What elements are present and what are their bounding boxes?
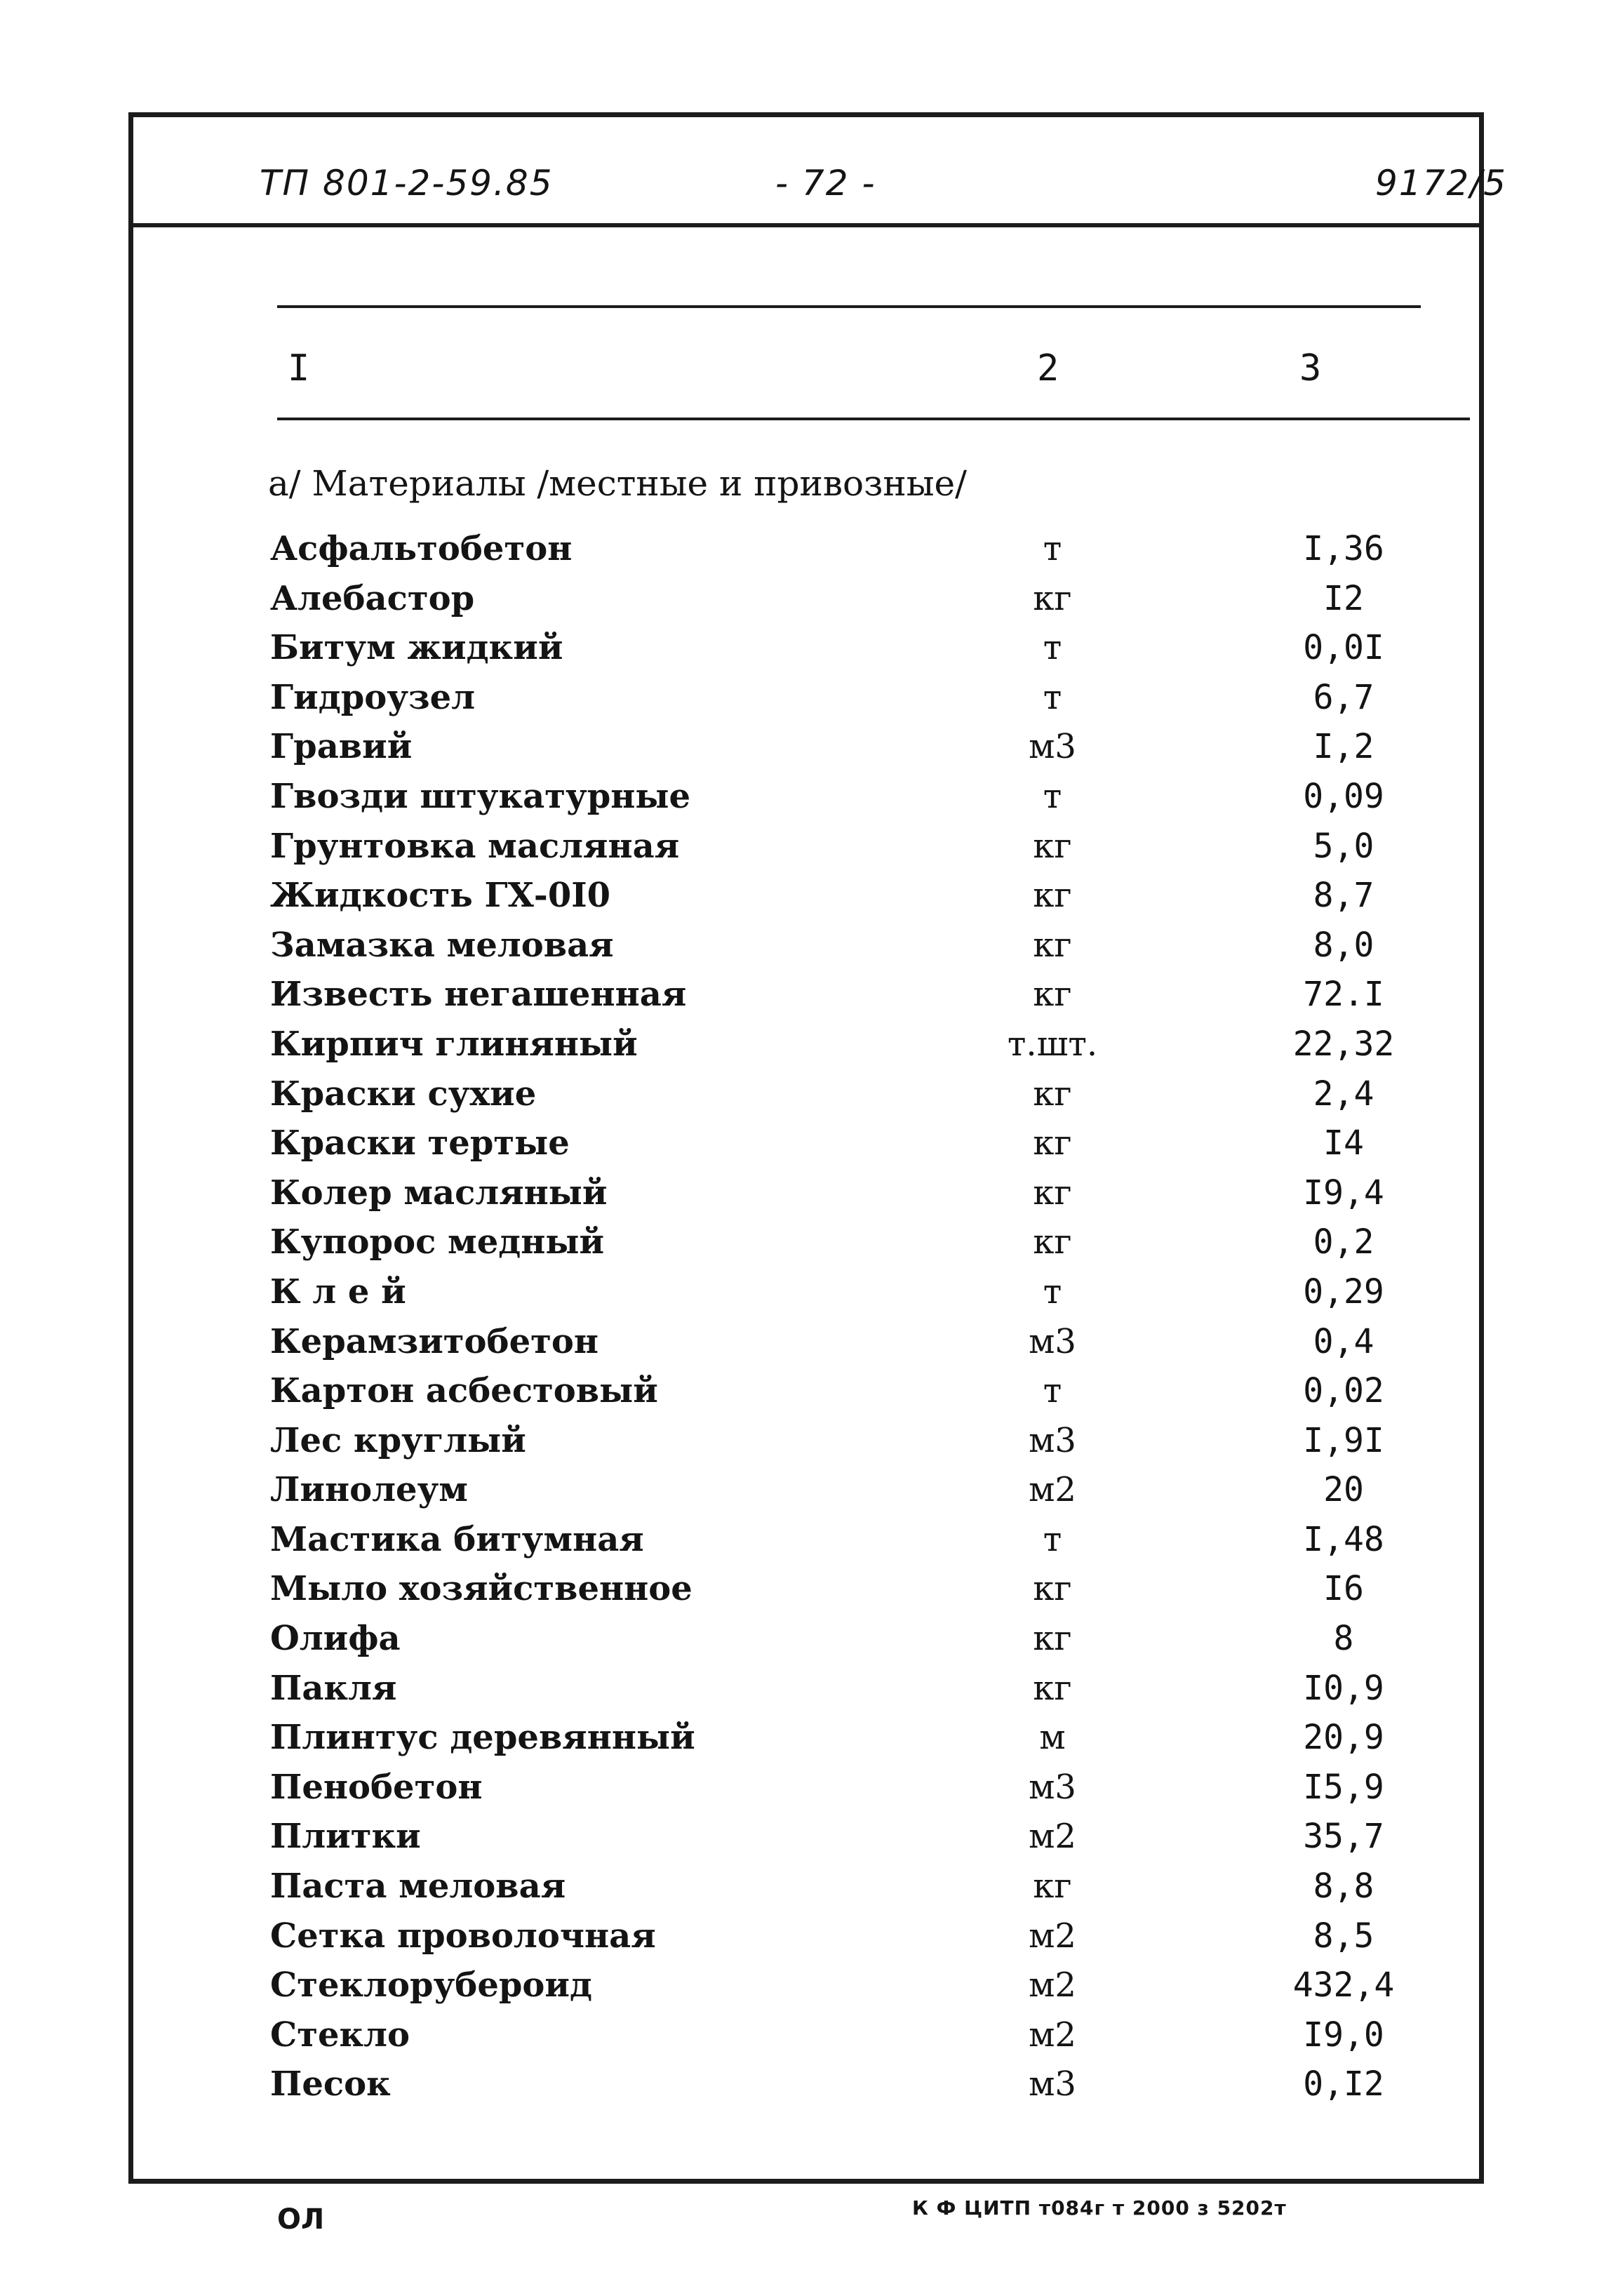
material-name: Стекло (270, 2015, 410, 2055)
unit-of-measure: т.шт. (1007, 1024, 1098, 1064)
table-row (0, 2063, 1599, 2113)
material-name: Гвозди штукатурные (270, 776, 691, 816)
header-divider (128, 223, 1484, 227)
column-number-2: 2 (1037, 347, 1059, 389)
footer-left-mark: ОЛ (277, 2203, 325, 2236)
unit-of-measure: кг (1033, 1668, 1072, 1708)
material-name: Жидкость ГХ-0I0 (270, 876, 611, 916)
quantity: 8,0 (1313, 925, 1374, 965)
unit-of-measure: кг (1033, 1569, 1072, 1609)
materials-table (0, 528, 1599, 2113)
quantity: I,48 (1303, 1519, 1384, 1559)
unit-of-measure: т (1043, 776, 1062, 816)
table-row (0, 1122, 1599, 1172)
table-row (0, 1568, 1599, 1617)
table-row (0, 726, 1599, 775)
quantity: I5,9 (1303, 1767, 1384, 1807)
unit-of-measure: т (1043, 529, 1062, 568)
unit-of-measure: м3 (1029, 1321, 1076, 1361)
material-name: Плинтус деревянный (270, 1718, 695, 1758)
material-name: Краски тертые (270, 1123, 570, 1163)
quantity: 6,7 (1313, 677, 1374, 717)
column-number-1: I (288, 347, 310, 389)
table-row (0, 1815, 1599, 1865)
table-row (0, 1766, 1599, 1816)
unit-of-measure: т (1043, 1519, 1062, 1559)
quantity: 8 (1333, 1619, 1354, 1659)
unit-of-measure: м2 (1029, 1916, 1076, 1956)
quantity: 22,32 (1292, 1024, 1395, 1064)
quantity: 2,4 (1313, 1074, 1374, 1114)
quantity: 432,4 (1292, 1965, 1395, 2005)
unit-of-measure: м2 (1029, 1470, 1076, 1510)
unit-of-measure: м (1039, 1718, 1066, 1758)
material-name: Керамзитобетон (270, 1321, 598, 1361)
material-name: Купорос медный (270, 1222, 605, 1262)
quantity: 5,0 (1313, 826, 1374, 866)
quantity: 0,2 (1313, 1222, 1374, 1262)
quantity: I9,4 (1303, 1173, 1384, 1213)
quantity: 0,29 (1303, 1272, 1384, 1311)
unit-of-measure: м3 (1029, 1420, 1076, 1460)
material-name: Картон асбестовый (270, 1371, 658, 1411)
quantity: I0,9 (1303, 1668, 1384, 1708)
table-row (0, 1617, 1599, 1667)
table-row (0, 973, 1599, 1023)
quantity: I,2 (1313, 727, 1374, 767)
unit-of-measure: м2 (1029, 2015, 1076, 2055)
material-name: Гравий (270, 727, 413, 767)
material-name: Линолеум (270, 1470, 468, 1510)
material-name: Грунтовка масляная (270, 826, 680, 866)
material-name: Песок (270, 2064, 391, 2104)
material-name: Известь негашенная (270, 975, 687, 1015)
quantity: 0,09 (1303, 776, 1384, 816)
material-name: Пенобетон (270, 1767, 483, 1807)
quantity: I9,0 (1303, 2015, 1384, 2055)
table-row (0, 1321, 1599, 1370)
material-name: Лес круглый (270, 1420, 526, 1460)
document-number: ТП 801-2-59.85 (260, 163, 554, 203)
unit-of-measure: кг (1033, 876, 1072, 916)
material-name: Асфальтобетон (270, 529, 573, 568)
table-row (0, 1271, 1599, 1321)
material-name: Замазка меловая (270, 925, 614, 965)
quantity: 0,4 (1313, 1321, 1374, 1361)
table-row (0, 1370, 1599, 1420)
section-title: а/ Материалы /местные и привозные/ (268, 463, 967, 504)
table-row (0, 1073, 1599, 1123)
unit-of-measure: т (1043, 677, 1062, 717)
table-row (0, 1667, 1599, 1717)
unit-of-measure: т (1043, 1272, 1062, 1311)
table-row (0, 1221, 1599, 1271)
quantity: 8,8 (1313, 1867, 1374, 1907)
material-name: Гидроузел (270, 677, 476, 717)
table-row (0, 1865, 1599, 1915)
table-row (0, 1915, 1599, 1965)
table-row (0, 775, 1599, 825)
table-row (0, 825, 1599, 875)
quantity: 8,5 (1313, 1916, 1374, 1956)
material-name: Мастика битумная (270, 1519, 644, 1559)
unit-of-measure: м3 (1029, 727, 1076, 767)
unit-of-measure: кг (1033, 1222, 1072, 1262)
unit-of-measure: кг (1033, 1867, 1072, 1907)
table-top-rule (277, 305, 1421, 308)
quantity: 0,0I (1303, 628, 1384, 668)
material-name: Колер масляный (270, 1173, 608, 1213)
material-name: Алебастор (270, 578, 475, 618)
unit-of-measure: кг (1033, 578, 1072, 618)
unit-of-measure: т (1043, 1371, 1062, 1411)
quantity: 8,7 (1313, 876, 1374, 916)
material-name: Битум жидкий (270, 628, 563, 668)
table-row (0, 676, 1599, 726)
unit-of-measure: кг (1033, 1173, 1072, 1213)
quantity: I6 (1323, 1569, 1364, 1609)
table-row (0, 1469, 1599, 1519)
quantity: I,36 (1303, 529, 1384, 568)
table-row (0, 1519, 1599, 1568)
material-name: Пакля (270, 1668, 397, 1708)
quantity: I2 (1323, 578, 1364, 618)
unit-of-measure: м3 (1029, 1767, 1076, 1807)
material-name: Мыло хозяйственное (270, 1569, 693, 1609)
material-name: Сетка проволочная (270, 1916, 656, 1956)
material-name: К л е й (270, 1272, 406, 1311)
unit-of-measure: кг (1033, 826, 1072, 866)
document-code: 9172/5 (1375, 163, 1507, 203)
unit-of-measure: кг (1033, 1619, 1072, 1659)
material-name: Плитки (270, 1817, 421, 1857)
table-row (0, 1716, 1599, 1766)
material-name: Паста меловая (270, 1867, 566, 1907)
footer-print-info: К Ф ЦИТП т084г т 2000 з 5202т (912, 2196, 1287, 2220)
quantity: 20,9 (1303, 1718, 1384, 1758)
column-number-3: 3 (1299, 347, 1322, 389)
quantity: 35,7 (1303, 1817, 1384, 1857)
quantity: 20 (1323, 1470, 1364, 1510)
material-name: Краски сухие (270, 1074, 537, 1114)
quantity: 0,I2 (1303, 2064, 1384, 2104)
table-row (0, 2014, 1599, 2064)
quantity: I,9I (1303, 1420, 1384, 1460)
quantity: 72.I (1303, 975, 1384, 1015)
table-header-rule (277, 418, 1470, 420)
table-row (0, 874, 1599, 924)
unit-of-measure: м3 (1029, 2064, 1076, 2104)
unit-of-measure: кг (1033, 1074, 1072, 1114)
material-name: Кирпич глиняный (270, 1024, 638, 1064)
unit-of-measure: кг (1033, 975, 1072, 1015)
unit-of-measure: м2 (1029, 1965, 1076, 2005)
unit-of-measure: т (1043, 628, 1062, 668)
table-row (0, 1023, 1599, 1073)
table-row (0, 1172, 1599, 1222)
quantity: I4 (1323, 1123, 1364, 1163)
table-row (0, 1964, 1599, 2014)
page-number: - 72 - (775, 163, 876, 203)
table-row (0, 924, 1599, 974)
table-row (0, 578, 1599, 627)
unit-of-measure: кг (1033, 1123, 1072, 1163)
quantity: 0,02 (1303, 1371, 1384, 1411)
material-name: Стеклорубероид (270, 1965, 593, 2005)
unit-of-measure: м2 (1029, 1817, 1076, 1857)
material-name: Олифа (270, 1619, 401, 1659)
table-row (0, 528, 1599, 578)
table-row (0, 1420, 1599, 1469)
unit-of-measure: кг (1033, 925, 1072, 965)
table-row (0, 627, 1599, 676)
